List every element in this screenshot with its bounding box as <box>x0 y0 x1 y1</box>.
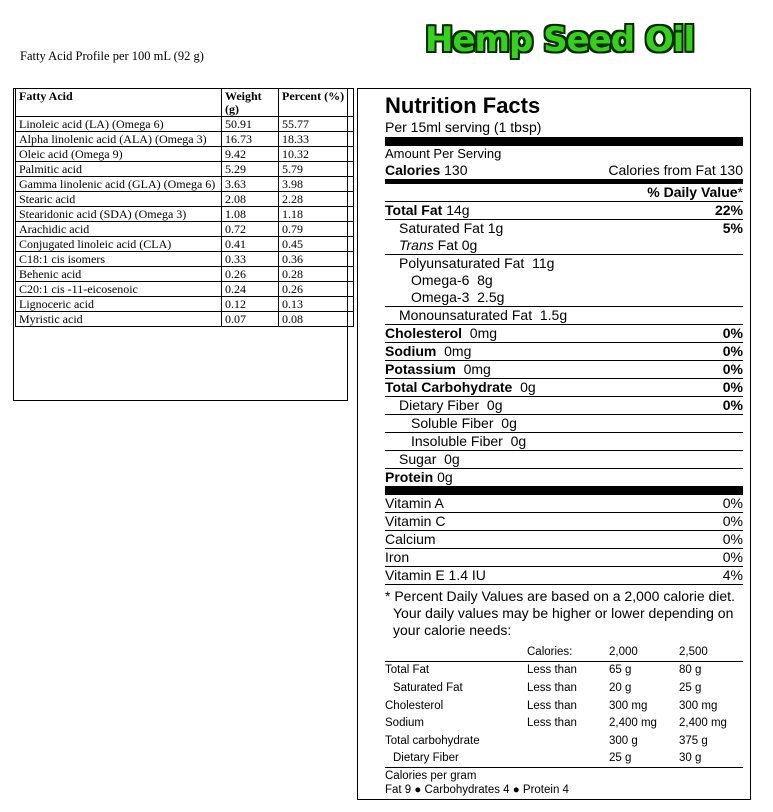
fatty-acid-row <box>16 312 354 327</box>
fatty-acid-weight: 0.07 <box>222 312 279 327</box>
monounsaturated-fat-row: Monounsaturated Fat 1.5g <box>385 307 743 325</box>
fatty-acid-weight: 1.08 <box>222 207 279 222</box>
nutrition-facts-title: Nutrition Facts <box>385 93 541 118</box>
daily-value-header-row <box>385 184 743 202</box>
vitamin-dv: 0% <box>722 513 743 529</box>
fatty-acid-row <box>16 177 354 192</box>
cholesterol-row: Cholesterol 0mg 0% <box>385 325 743 341</box>
dv-reference-cond <box>527 732 609 750</box>
trans-fat-row: Trans Fat 0g <box>385 237 743 255</box>
fatty-acid-weight: 0.33 <box>222 252 279 267</box>
dv-reference-name: Dietary Fiber <box>393 752 459 765</box>
dv-reference-v1: 65 g <box>609 664 632 677</box>
fatty-acid-name: Oleic acid (Omega 9) <box>16 147 222 162</box>
dv-reference-v2: 80 g <box>679 664 702 677</box>
dv-reference-cond: Less than <box>527 699 577 712</box>
thick-divider <box>385 137 743 146</box>
serving-size: Per 15ml serving (1 tbsp) <box>385 119 542 135</box>
vitamin-row <box>385 549 743 567</box>
fatty-acid-percent: 2.28 <box>279 192 354 207</box>
thick-divider <box>385 486 743 495</box>
insoluble-fiber-row: Insoluble Fiber 0g <box>385 433 743 451</box>
dv-col-2000: 2,000 <box>609 643 679 661</box>
saturated-fat-row: Saturated Fat 1g 5% <box>399 220 743 236</box>
fatty-acid-percent: 18.33 <box>279 132 354 147</box>
fatty-acid-percent: 0.28 <box>279 267 354 282</box>
fatty-acid-name: Palmitic acid <box>16 162 222 177</box>
dv-reference-v1: 20 g <box>609 681 632 694</box>
calories-per-gram-values: Fat 9 ● Carbohydrates 4 ● Protein 4 <box>385 784 569 797</box>
vitamin-dv: 4% <box>722 567 743 583</box>
dv-reference-cond <box>527 750 609 768</box>
fatty-acid-weight: 16.73 <box>222 132 279 147</box>
vitamin-label: Vitamin E 1.4 IU <box>385 567 486 583</box>
dietary-fiber-row: Dietary Fiber 0g 0% <box>385 397 743 415</box>
dv-reference-name: Saturated Fat <box>393 681 463 694</box>
vitamins-list <box>385 495 743 585</box>
fatty-acid-row <box>16 237 354 252</box>
fatty-acid-weight: 5.29 <box>222 162 279 177</box>
dv-reference-v2: 2,400 mg <box>679 717 727 730</box>
dv-reference-name: Cholesterol <box>385 699 444 712</box>
polyunsaturated-fat-row: Polyunsaturated Fat 11g <box>399 255 555 271</box>
vitamin-label: Iron <box>385 549 410 565</box>
fatty-acid-name: C18:1 cis isomers <box>16 252 222 267</box>
fatty-acid-weight: 2.08 <box>222 192 279 207</box>
dv-reference-row <box>385 679 743 697</box>
dv-reference-v2: 375 g <box>679 734 708 747</box>
dv-reference-row <box>385 697 743 715</box>
fatty-acid-weight: 0.26 <box>222 267 279 282</box>
brand-title: Hemp Seed Oil <box>425 20 695 60</box>
dv-reference-header <box>385 643 743 661</box>
header-fatty-acid: Fatty Acid <box>16 89 222 117</box>
dv-reference-row <box>385 732 743 750</box>
amount-per-serving-row <box>385 146 743 162</box>
fatty-acid-weight: 9.42 <box>222 147 279 162</box>
fatty-acid-name: Stearic acid <box>16 192 222 207</box>
fatty-acid-row <box>16 162 354 177</box>
dv-reference-cond: Less than <box>527 717 577 730</box>
dv-reference-cond: Less than <box>527 681 577 694</box>
fatty-acid-weight: 3.63 <box>222 177 279 192</box>
protein-row: Protein 0g <box>385 469 453 485</box>
fatty-acid-name: Gamma linolenic acid (GLA) (Omega 6) <box>16 177 222 192</box>
fatty-acid-row <box>16 297 354 312</box>
vitamin-label: Calcium <box>385 531 436 547</box>
calories-value: 130 <box>444 162 468 178</box>
dv-reference-name: Total carbohydrate <box>385 734 480 747</box>
dv-reference-row <box>385 750 743 768</box>
vitamin-row <box>385 531 743 549</box>
vitamin-dv: 0% <box>722 531 743 547</box>
fatty-acid-row <box>16 267 354 282</box>
vitamin-row <box>385 513 743 531</box>
vitamin-dv: 0% <box>722 495 743 511</box>
dv-reference-v2: 300 mg <box>679 699 718 712</box>
omega6-row: Omega-6 8g <box>411 272 493 288</box>
fatty-acid-weight: 50.91 <box>222 117 279 132</box>
footnote: * Percent Daily Values are based on a 2,000 calorie diet. Your daily values may be higher or lower depending on your calorie needs: <box>385 588 735 638</box>
fatty-acid-row <box>16 252 354 267</box>
omega3-row: Omega-3 2.5g <box>385 289 743 307</box>
dv-calories-label: Calories: <box>527 643 609 661</box>
vitamin-dv: 0% <box>722 549 743 565</box>
fatty-acid-percent: 0.26 <box>279 282 354 297</box>
daily-value-header: % Daily Value* <box>647 184 743 200</box>
calories-from-fat-label: Calories from Fat <box>608 162 716 178</box>
dv-reference-row <box>385 661 743 679</box>
fatty-acid-row <box>16 282 354 297</box>
fatty-acid-weight: 0.24 <box>222 282 279 297</box>
header-weight: Weight (g) <box>222 89 279 117</box>
fatty-acid-name: Behenic acid <box>16 267 222 282</box>
potassium-row: Potassium 0mg 0% <box>385 361 743 377</box>
fatty-acid-row <box>16 222 354 237</box>
fatty-acid-percent: 5.79 <box>279 162 354 177</box>
dv-reference-v2: 30 g <box>679 752 702 765</box>
fatty-acid-percent: 3.98 <box>279 177 354 192</box>
dv-reference-row <box>385 714 743 732</box>
dv-reference-name: Total Fat <box>385 664 430 677</box>
fatty-acid-row <box>16 192 354 207</box>
fatty-acid-weight: 0.72 <box>222 222 279 237</box>
fatty-acid-name: Conjugated linoleic acid (CLA) <box>16 237 222 252</box>
dv-reference-cond: Less than <box>527 664 577 677</box>
fatty-acid-name: Linoleic acid (LA) (Omega 6) <box>16 117 222 132</box>
profile-title: Fatty Acid Profile per 100 mL (92 g) <box>20 49 204 63</box>
vitamin-row <box>385 567 743 585</box>
total-carbohydrate-row: Total Carbohydrate 0g 0% <box>385 379 743 395</box>
header-percent: Percent (%) <box>279 89 354 117</box>
calories-from-fat-value: 130 <box>719 162 743 178</box>
fatty-acid-row <box>16 117 354 132</box>
fatty-acid-name: Arachidic acid <box>16 222 222 237</box>
fatty-acid-weight: 0.12 <box>222 297 279 312</box>
fatty-acid-row <box>16 147 354 162</box>
fatty-acid-table <box>15 88 354 327</box>
dv-reference-v1: 2,400 mg <box>609 717 657 730</box>
fatty-acid-percent: 10.32 <box>279 147 354 162</box>
dv-reference-name: Sodium <box>385 717 424 730</box>
calories-row <box>385 162 743 180</box>
amount-per-serving: Amount Per Serving <box>385 146 502 161</box>
fatty-acid-name: Alpha linolenic acid (ALA) (Omega 3) <box>16 132 222 147</box>
dv-reference-v1: 300 mg <box>609 699 648 712</box>
fatty-acid-percent: 1.18 <box>279 207 354 222</box>
vitamin-label: Vitamin A <box>385 495 444 511</box>
soluble-fiber-row: Soluble Fiber 0g <box>385 415 743 433</box>
fatty-acid-name: Stearidonic acid (SDA) (Omega 3) <box>16 207 222 222</box>
fatty-acid-percent: 0.08 <box>279 312 354 327</box>
dv-reference-v1: 300 g <box>609 734 638 747</box>
daily-value-reference-table <box>385 643 743 767</box>
fatty-acid-header-row <box>16 89 354 117</box>
sugar-row: Sugar 0g <box>385 451 743 469</box>
calories-per-gram-label: Calories per gram <box>385 770 477 783</box>
fatty-acid-row <box>16 132 354 147</box>
fatty-acid-percent: 0.45 <box>279 237 354 252</box>
dv-reference-v1: 25 g <box>609 752 632 765</box>
fatty-acid-row <box>16 207 354 222</box>
fatty-acid-weight: 0.41 <box>222 237 279 252</box>
fatty-acid-percent: 0.36 <box>279 252 354 267</box>
dv-reference-v2: 25 g <box>679 681 702 694</box>
fatty-acid-name: Myristic acid <box>16 312 222 327</box>
vitamin-row <box>385 495 743 513</box>
fatty-acid-percent: 0.79 <box>279 222 354 237</box>
total-fat-row: Total Fat 14g 22% <box>385 202 743 218</box>
dv-col-2500: 2,500 <box>679 643 743 661</box>
fatty-acid-name: Lignoceric acid <box>16 297 222 312</box>
sodium-row: Sodium 0mg 0% <box>385 343 743 359</box>
calories-label: Calories <box>385 162 441 178</box>
vitamin-label: Vitamin C <box>385 513 446 529</box>
calories-per-gram <box>385 767 743 797</box>
fatty-acid-percent: 55.77 <box>279 117 354 132</box>
fatty-acid-percent: 0.13 <box>279 297 354 312</box>
fatty-acid-name: C20:1 cis -11-eicosenoic <box>16 282 222 297</box>
nutrition-facts-panel <box>357 88 751 800</box>
